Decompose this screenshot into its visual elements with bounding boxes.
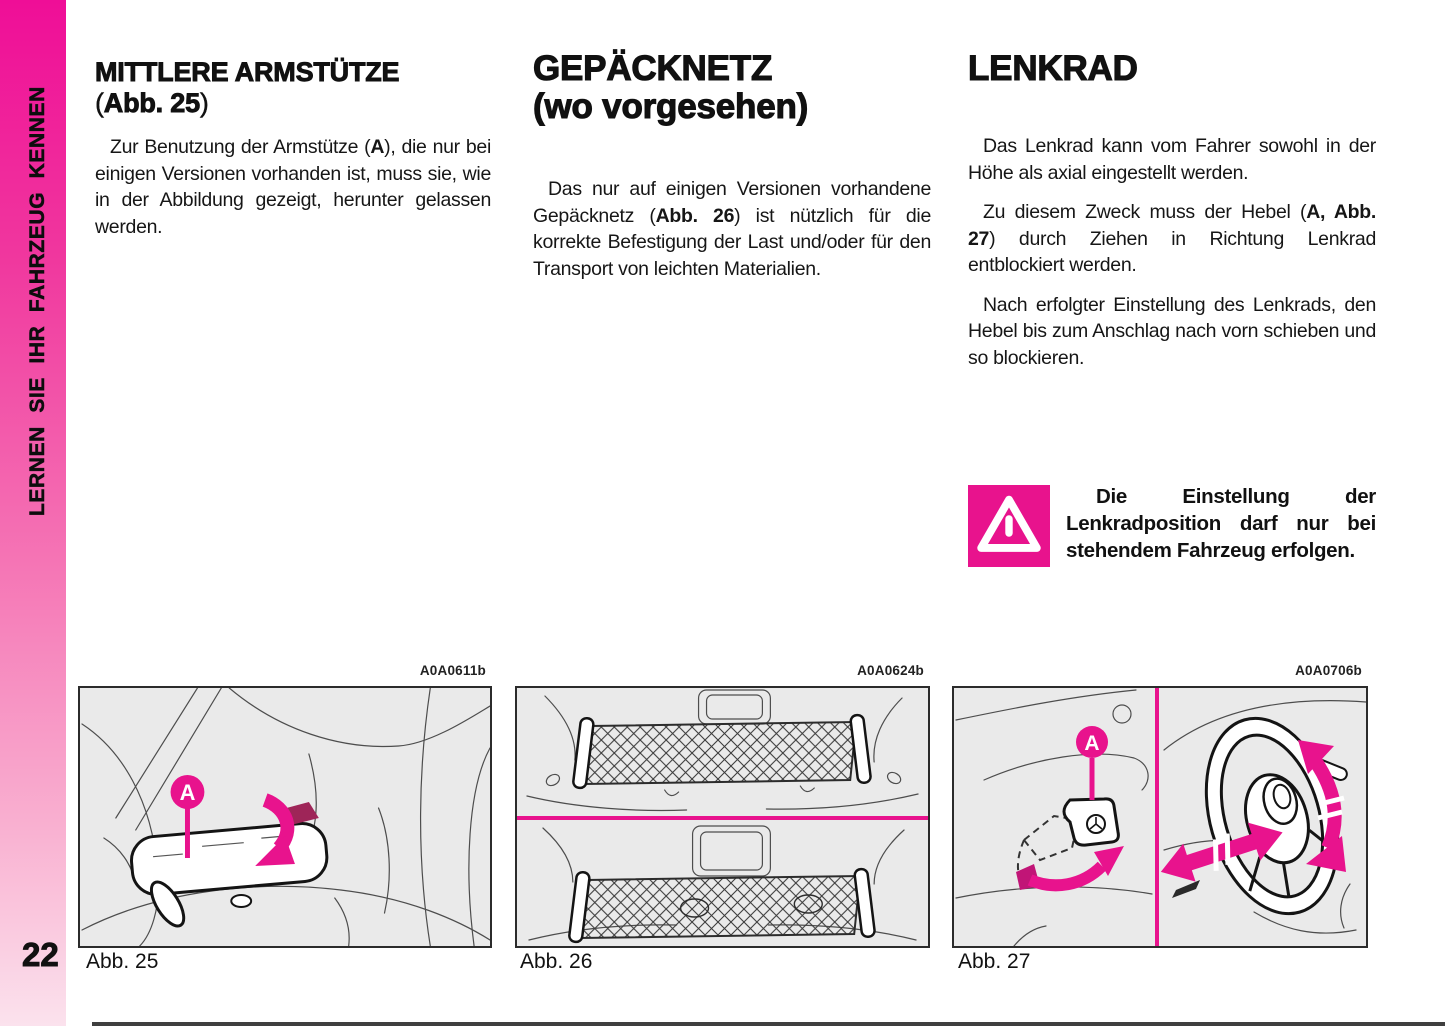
figure-25-illustration xyxy=(80,688,490,946)
section-steering xyxy=(968,50,1376,571)
section-armrest-subtitle: (Abb. 25) xyxy=(95,88,209,118)
steering-paragraph-3: Nach erfolgter Einstellung des Lenkrads, den Hebel bis zum Anschlag nach vorn schieben und so blockieren. xyxy=(968,293,1376,369)
figure-caption-abb27: Abb. 27 xyxy=(958,950,1031,973)
section-steering-title: LENKRAD xyxy=(968,49,1138,88)
figure-26-illustration xyxy=(517,688,928,946)
figure-26-divider-line xyxy=(517,816,928,820)
luggage-net-paragraph: Das nur auf einigen Versionen vorhandene Gepäcknetz (Abb. 26) ist nützlich für die korrekte Befestigung der Last und/oder für den Transport von leichten Materialien. xyxy=(533,178,931,280)
figure-27-illustration xyxy=(954,688,1366,946)
figure-caption-abb26: Abb. 26 xyxy=(520,950,593,973)
figure-abb-27 xyxy=(952,686,1368,948)
figure-code-abb26: A0A0624b xyxy=(857,663,924,678)
warning-triangle-icon xyxy=(968,485,1050,567)
section-luggage-net xyxy=(533,50,931,295)
figure-27-divider-line xyxy=(1155,688,1159,946)
steering-paragraph-2: Zu diesem Zweck muss der Hebel (A, Abb. 27) durch Ziehen in Richtung Lenkrad entblockiert werden. xyxy=(968,201,1377,276)
chapter-title-vertical: LERNEN SIE IHR FAHRZEUG KENNEN xyxy=(26,86,49,516)
steering-paragraph-1: Das Lenkrad kann vom Fahrer sowohl in der Höhe als axial eingestellt werden. xyxy=(968,135,1376,184)
section-armrest xyxy=(95,57,491,253)
figure-code-abb25: A0A0611b xyxy=(419,663,486,678)
page-bottom-edge xyxy=(92,1022,1445,1026)
warning-text: Die Einstellung der Lenkradposition darf nur bei stehendem Fahrzeug erfolgen. xyxy=(1066,485,1376,562)
label-a-text: A xyxy=(1084,732,1100,755)
section-luggage-net-title-line1: GEPÄCKNETZ xyxy=(533,49,773,88)
warning-note xyxy=(968,483,1376,564)
figure-code-abb27: A0A0706b xyxy=(1295,663,1362,678)
figure-caption-abb25: Abb. 25 xyxy=(86,950,159,973)
armrest-paragraph: Zur Benutzung der Armstütze (A), die nur bei einigen Versionen vorhanden ist, muss sie, wie in der Abbildung gezeigt, herunter gelassen werden. xyxy=(95,136,491,238)
figure-abb-25 xyxy=(78,686,492,948)
section-luggage-net-title-line2: (wo vorgesehen) xyxy=(533,87,809,126)
label-a-text: A xyxy=(179,779,196,806)
figure-abb-26 xyxy=(515,686,930,948)
section-armrest-title: MITTLERE ARMSTÜTZE xyxy=(95,57,400,87)
page-number: 22 xyxy=(22,936,59,973)
